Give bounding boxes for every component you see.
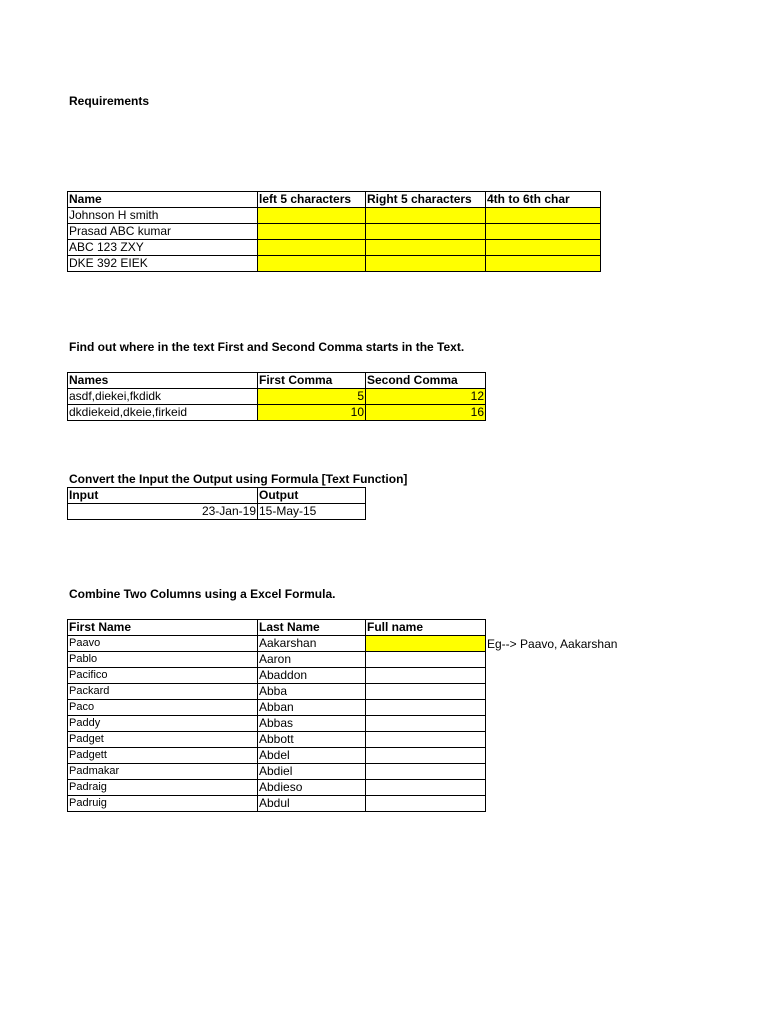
answer-cell[interactable] <box>258 240 366 256</box>
last-name-cell[interactable]: Abbas <box>258 716 366 732</box>
answer-cell[interactable] <box>486 256 601 272</box>
table-row <box>68 716 486 732</box>
last-name-cell[interactable]: Abdul <box>258 796 366 812</box>
answer-cell[interactable] <box>366 256 486 272</box>
first-name-cell[interactable]: Packard <box>68 684 258 700</box>
second-comma-cell[interactable]: 16 <box>366 405 486 421</box>
first-name-cell[interactable]: Pablo <box>68 652 258 668</box>
table-header-row <box>68 373 486 389</box>
first-name-cell[interactable]: Padgett <box>68 748 258 764</box>
full-name-cell[interactable] <box>366 748 486 764</box>
first-comma-cell[interactable]: 10 <box>258 405 366 421</box>
full-name-cell[interactable] <box>366 716 486 732</box>
first-name-cell[interactable]: Padraig <box>68 780 258 796</box>
table-row <box>68 240 601 256</box>
requirements-table <box>67 191 601 272</box>
answer-cell[interactable] <box>258 208 366 224</box>
header-cell[interactable]: Names <box>68 373 258 389</box>
full-name-cell[interactable] <box>366 684 486 700</box>
last-name-cell[interactable]: Abdiel <box>258 764 366 780</box>
header-cell[interactable]: Last Name <box>258 620 366 636</box>
answer-cell[interactable] <box>258 256 366 272</box>
full-name-cell[interactable] <box>366 700 486 716</box>
table-header-row <box>68 488 366 504</box>
last-name-cell[interactable]: Abaddon <box>258 668 366 684</box>
last-name-cell[interactable]: Aakarshan <box>258 636 366 652</box>
last-name-cell[interactable]: Aaron <box>258 652 366 668</box>
comma-section-title: Find out where in the text First and Second Comma starts in the Text. <box>69 340 465 354</box>
table-row <box>68 256 601 272</box>
last-name-cell[interactable]: Abdel <box>258 748 366 764</box>
first-comma-cell[interactable]: 5 <box>258 389 366 405</box>
table-header-row <box>68 620 486 636</box>
table-row <box>68 796 486 812</box>
last-name-cell[interactable]: Abdieso <box>258 780 366 796</box>
header-cell[interactable]: First Name <box>68 620 258 636</box>
header-cell[interactable]: 4th to 6th char <box>486 192 601 208</box>
table-row <box>68 504 366 520</box>
table-row <box>68 652 486 668</box>
input-date-cell[interactable]: 23-Jan-19 <box>68 504 258 520</box>
full-name-cell[interactable] <box>366 652 486 668</box>
name-cell[interactable]: ABC 123 ZXY <box>68 240 258 256</box>
full-name-cell[interactable] <box>366 764 486 780</box>
table-row <box>68 636 486 652</box>
table-row <box>68 208 601 224</box>
answer-cell[interactable] <box>366 224 486 240</box>
answer-cell[interactable] <box>366 208 486 224</box>
header-cell[interactable]: First Comma <box>258 373 366 389</box>
full-name-cell[interactable] <box>366 796 486 812</box>
table-row <box>68 732 486 748</box>
first-name-cell[interactable]: Pacifico <box>68 668 258 684</box>
name-cell[interactable]: Johnson H smith <box>68 208 258 224</box>
header-cell[interactable]: left 5 characters <box>258 192 366 208</box>
name-cell[interactable]: DKE 392 EIEK <box>68 256 258 272</box>
table-row <box>68 389 486 405</box>
header-cell[interactable]: Input <box>68 488 258 504</box>
header-cell[interactable]: Name <box>68 192 258 208</box>
first-name-cell[interactable]: Paco <box>68 700 258 716</box>
header-cell[interactable]: Output <box>258 488 366 504</box>
full-name-cell[interactable] <box>366 636 486 652</box>
convert-table <box>67 487 366 520</box>
combine-table <box>67 619 486 812</box>
first-name-cell[interactable]: Padruig <box>68 796 258 812</box>
table-header-row <box>68 192 601 208</box>
output-date-cell[interactable]: 15-May-15 <box>258 504 366 520</box>
full-name-cell[interactable] <box>366 668 486 684</box>
comma-table <box>67 372 486 421</box>
table-row <box>68 668 486 684</box>
text-cell[interactable]: dkdiekeid,dkeie,firkeid <box>68 405 258 421</box>
first-name-cell[interactable]: Paddy <box>68 716 258 732</box>
header-cell[interactable]: Right 5 characters <box>366 192 486 208</box>
full-name-cell[interactable] <box>366 732 486 748</box>
last-name-cell[interactable]: Abba <box>258 684 366 700</box>
name-cell[interactable]: Prasad ABC kumar <box>68 224 258 240</box>
full-name-cell[interactable] <box>366 780 486 796</box>
example-note[interactable]: Eg--> Paavo, Aakarshan <box>487 637 618 651</box>
text-cell[interactable]: asdf,diekei,fkdidk <box>68 389 258 405</box>
header-cell[interactable]: Full name <box>366 620 486 636</box>
answer-cell[interactable] <box>258 224 366 240</box>
table-row <box>68 748 486 764</box>
first-name-cell[interactable]: Padget <box>68 732 258 748</box>
combine-section-title: Combine Two Columns using a Excel Formula. <box>69 587 336 601</box>
table-row <box>68 224 601 240</box>
answer-cell[interactable] <box>486 240 601 256</box>
requirements-title: Requirements <box>69 94 150 108</box>
table-row <box>68 780 486 796</box>
table-row <box>68 700 486 716</box>
convert-section-title: Convert the Input the Output using Formula [Text Function] <box>69 472 408 486</box>
last-name-cell[interactable]: Abban <box>258 700 366 716</box>
table-row <box>68 684 486 700</box>
second-comma-cell[interactable]: 12 <box>366 389 486 405</box>
first-name-cell[interactable]: Padmakar <box>68 764 258 780</box>
table-row <box>68 764 486 780</box>
answer-cell[interactable] <box>366 240 486 256</box>
answer-cell[interactable] <box>486 208 601 224</box>
last-name-cell[interactable]: Abbott <box>258 732 366 748</box>
first-name-cell[interactable]: Paavo <box>68 636 258 652</box>
answer-cell[interactable] <box>486 224 601 240</box>
header-cell[interactable]: Second Comma <box>366 373 486 389</box>
table-row <box>68 405 486 421</box>
